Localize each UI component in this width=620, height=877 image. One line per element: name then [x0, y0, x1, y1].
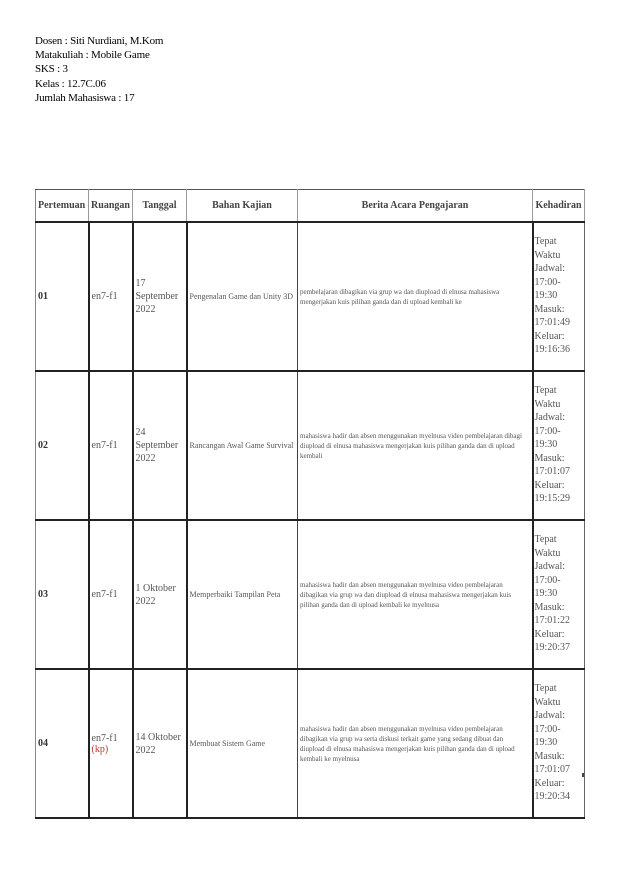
room-cell: [89, 371, 133, 520]
topic-cell: Membuat Sistem Game: [187, 669, 298, 818]
course-line: Matakuliah : Mobile Game: [35, 49, 150, 62]
col-header-ruangan: Ruangan: [89, 190, 133, 223]
attendance-schedule: Jadwal: 17:00-19:30: [534, 263, 566, 301]
attendance-schedule: Jadwal: 17:00-19:30: [534, 561, 566, 599]
attendance-status: Tepat Waktu: [534, 236, 561, 261]
room-note: (kp): [91, 743, 109, 755]
topic-cell: Pengenalan Game dan Unity 3D: [187, 222, 298, 371]
meeting-number: 01: [36, 222, 89, 371]
attendance-schedule: Jadwal: 17:00-19:30: [534, 710, 566, 748]
room-cell: [89, 222, 133, 371]
topic-cell: Memperbaiki Tampilan Peta: [187, 520, 298, 669]
table-continuation-right-edge: [582, 773, 584, 777]
room-code: en7-f1: [91, 589, 118, 600]
attendance-table: [35, 189, 585, 819]
table-row: [36, 222, 585, 371]
attendance-check-in: Masuk: 17:01:07: [534, 452, 571, 477]
date-cell: 17 September 2022: [133, 222, 187, 371]
attendance-status: Tepat Waktu: [534, 534, 561, 559]
meeting-number: 04: [36, 669, 89, 818]
attendance-status: Tepat Waktu: [534, 385, 561, 410]
attendance-cell: [533, 222, 585, 371]
col-header-bahan-kajian: Bahan Kajian: [187, 190, 298, 223]
col-header-berita-acara: Berita Acara Pengajaran: [298, 190, 533, 223]
course-header: [35, 34, 163, 105]
table-continuation-left-edge: [35, 773, 36, 777]
date-cell: 14 Oktober 2022: [133, 669, 187, 818]
table-row: [36, 371, 585, 520]
table-header-row: [36, 190, 585, 223]
room-cell: [89, 520, 133, 669]
teaching-report-cell: mahasiswa hadir dan absen menggunakan myelnusa video pembelajaran dibagi diupload di elnusa mahasiswa mengerjakan kuis pilihan ganda dan di upload kembali: [298, 371, 533, 520]
room-code: en7-f1: [91, 440, 118, 451]
attendance-status: Tepat Waktu: [534, 683, 561, 708]
attendance-check-in: Masuk: 17:01:49: [534, 303, 571, 328]
attendance-cell: [533, 669, 585, 818]
attendance-cell: [533, 371, 585, 520]
attendance-check-out: Keluar: 19:16:36: [534, 330, 571, 355]
class-line: Kelas : 12.7C.06: [35, 77, 106, 90]
teaching-report-cell: mahasiswa hadir dan absen menggunakan myelnusa video pembelajaran dibagikan via grup wa dan diupload di elnusa mahasiswa mengerjakan kuis pilihan ganda dan di upload kembali ke myelnusa: [298, 520, 533, 669]
room-code: en7-f1: [91, 291, 118, 302]
col-header-pertemuan: Pertemuan: [36, 190, 89, 223]
teaching-report-cell: pembelajaran dibagikan via grup wa dan diupload di elnusa mahasiswa mengerjakan kuis pilihan ganda dan di upload kembali ke: [298, 222, 533, 371]
room-code: en7-f1: [91, 732, 118, 744]
col-header-kehadiran: Kehadiran: [533, 190, 585, 223]
table-continuation: [35, 773, 584, 775]
table-row: [36, 520, 585, 669]
teaching-report-cell: mahasiswa hadir dan absen menggunakan myelnusa video pembelajaran dibagikan via grup wa serta diskusi terkait game yang sedang dibuat dan diupload di elnusa mahasiswa mengerjakan kuis pilihan ganda dan di upload kembali ke myelnusa: [298, 669, 533, 818]
student-count-line: Jumlah Mahasiswa : 17: [35, 91, 135, 104]
table-row: [36, 669, 585, 818]
attendance-check-out: Keluar: 19:15:29: [534, 479, 571, 504]
attendance-check-in: Masuk: 17:01:07: [534, 750, 571, 775]
meeting-number: 03: [36, 520, 89, 669]
room-cell: [89, 669, 133, 818]
attendance-schedule: Jadwal: 17:00-19:30: [534, 412, 566, 450]
topic-cell: Rancangan Awal Game Survival: [187, 371, 298, 520]
date-cell: 1 Oktober 2022: [133, 520, 187, 669]
credits-line: SKS : 3: [35, 63, 68, 76]
col-header-tanggal: Tanggal: [133, 190, 187, 223]
lecturer-line: Dosen : Siti Nurdiani, M.Kom: [35, 35, 164, 47]
meeting-number: 02: [36, 371, 89, 520]
date-cell: 24 September 2022: [133, 371, 187, 520]
attendance-check-out: Keluar: 19:20:37: [534, 628, 571, 653]
attendance-check-in: Masuk: 17:01:22: [534, 601, 571, 626]
attendance-table-container: [35, 189, 584, 819]
attendance-check-out: Keluar: 19:20:34: [534, 777, 571, 802]
attendance-cell: [533, 520, 585, 669]
